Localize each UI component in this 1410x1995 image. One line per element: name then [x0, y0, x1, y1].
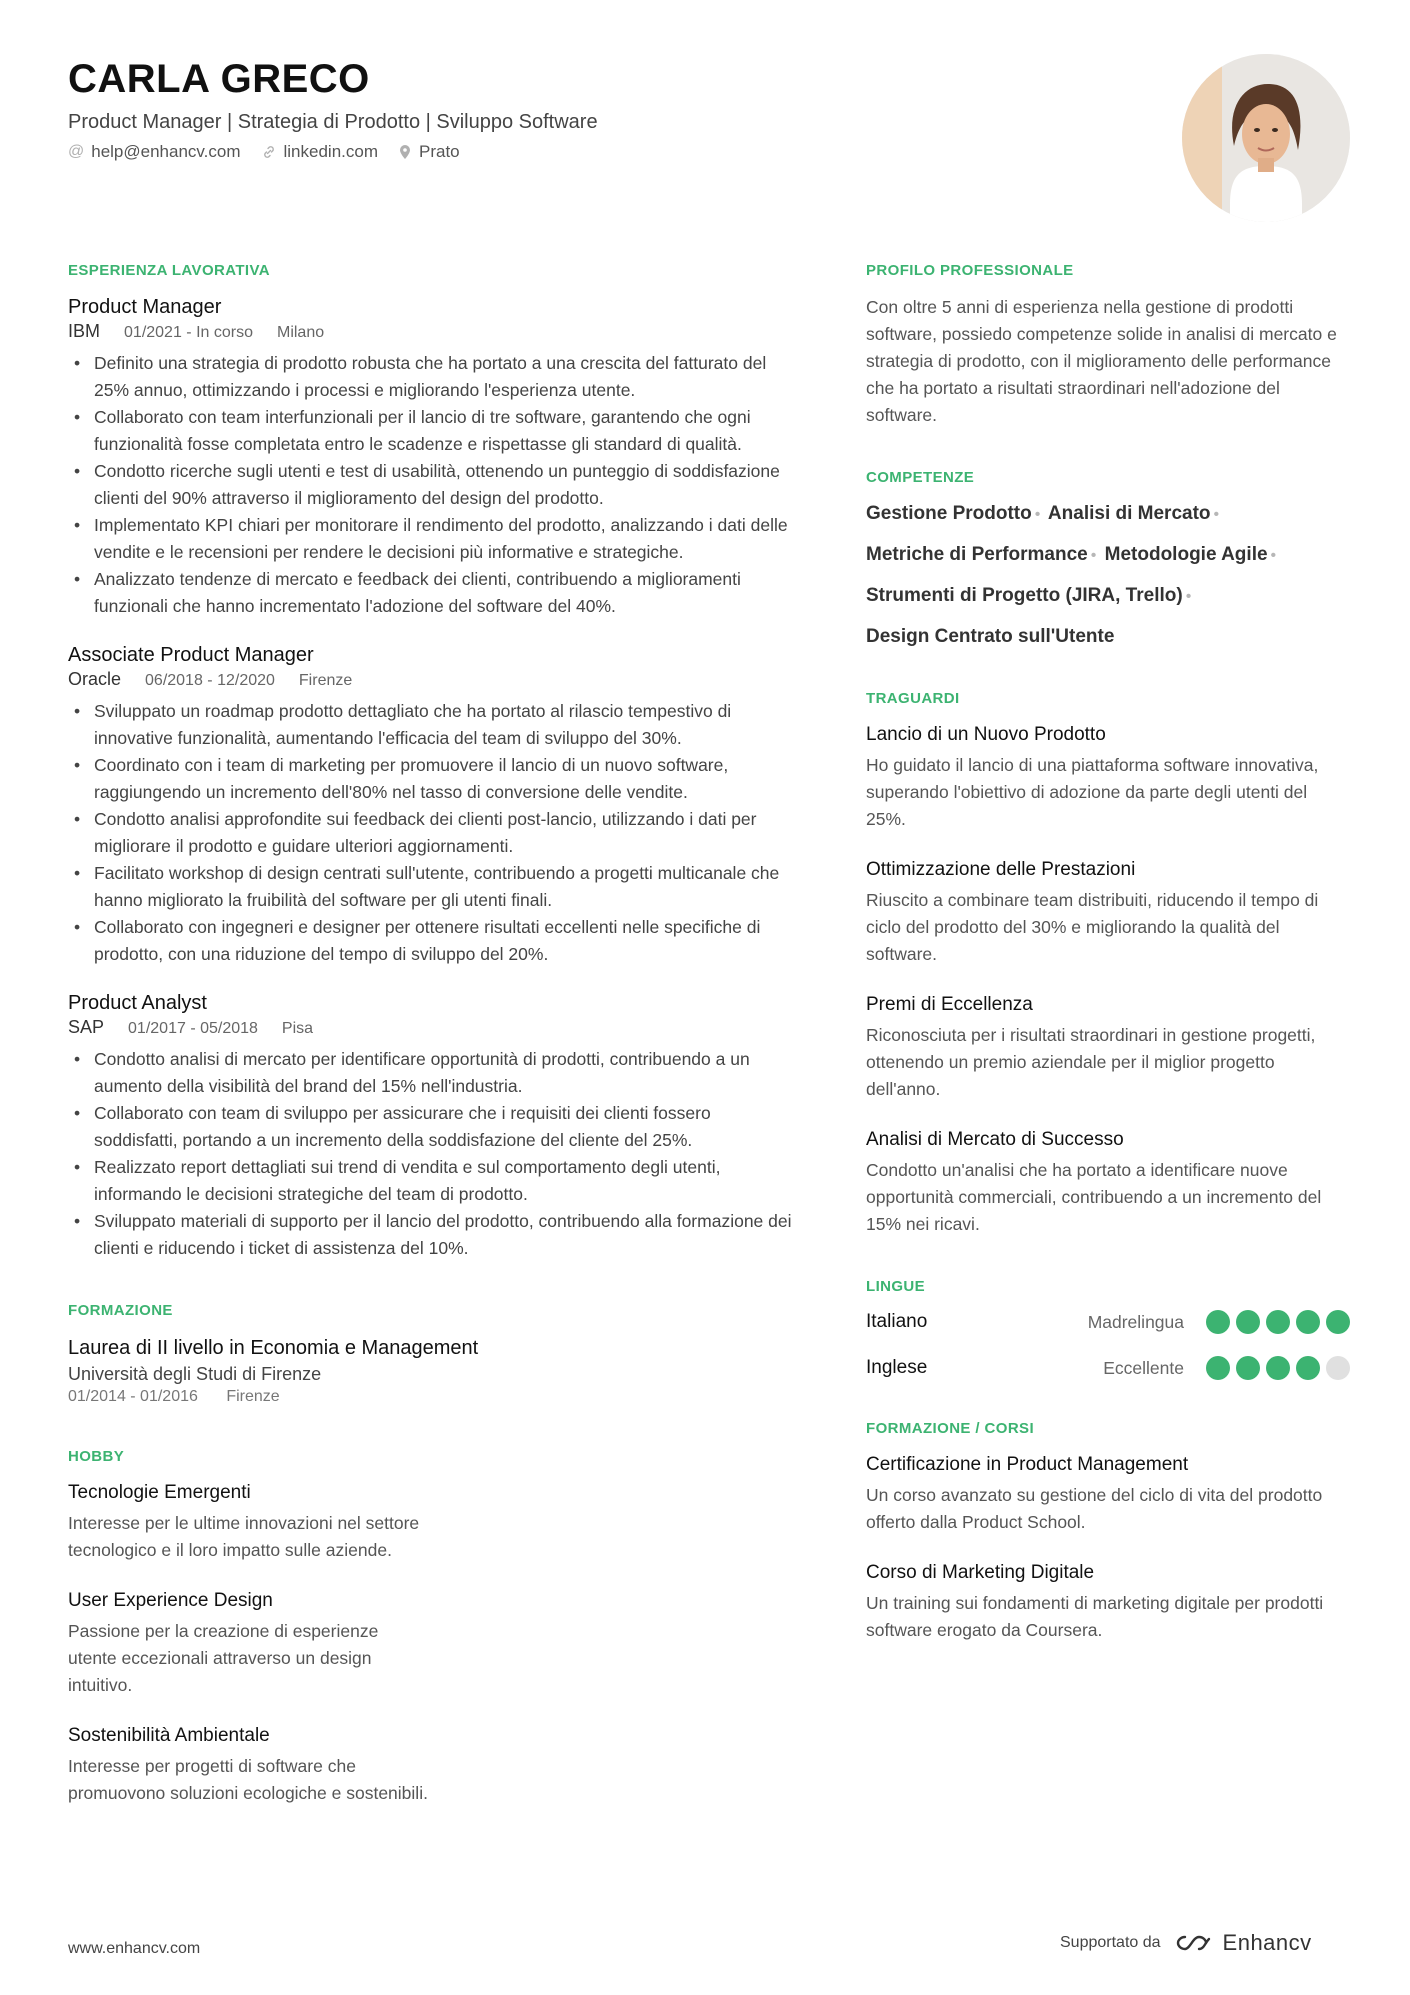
- course-description: Un corso avanzato su gestione del ciclo di vita del prodotto offerto dalla Product School.: [866, 1485, 1323, 1532]
- achievement-title: Ottimizzazione delle Prestazioni: [866, 859, 1136, 880]
- education-section: [68, 1302, 798, 1408]
- profile-section: [866, 262, 1350, 429]
- education-meta: [68, 1386, 798, 1408]
- brand-name: Enhancv: [1222, 1930, 1312, 1955]
- section-title-hobby: HOBBY: [68, 1448, 125, 1465]
- footer-website[interactable]: www.enhancv.com: [68, 1940, 201, 1957]
- section-title-experience: ESPERIENZA LAVORATIVA: [68, 262, 271, 279]
- profile-photo: [1182, 54, 1350, 222]
- bullet-item: • Condotto analisi di mercato per identificare opportunità di prodotti, contribuendo a un aumento della visibilità del brand del 15% nell'industria.: [68, 1046, 798, 1100]
- rating-dot-filled: [1266, 1310, 1290, 1334]
- job-entry: [68, 642, 798, 968]
- education-school: Università degli Studi di Firenze: [68, 1364, 322, 1384]
- at-icon: @: [68, 143, 85, 160]
- section-title-languages: LINGUE: [866, 1278, 926, 1295]
- job-entry: [68, 990, 798, 1262]
- bullet-item: • Condotto analisi approfondite sui feedback dei clienti post-lancio, utilizzando i dati per migliorare il prodotto e guidare ulteriori aggiornamenti.: [68, 806, 798, 860]
- hobby-section: [68, 1448, 798, 1831]
- company-name: IBM: [68, 321, 101, 341]
- skill-row: [866, 542, 1350, 569]
- achievement-title: Premi di Eccellenza: [866, 994, 1033, 1015]
- hobby-description: Interesse per progetti di software che promuovono soluzioni ecologiche e sostenibili.: [68, 1756, 428, 1803]
- achievement-description: Riuscito a combinare team distribuiti, riducendo il tempo di ciclo del prodotto del 30% e migliorando la qualità del software.: [866, 890, 1319, 964]
- infinity-logo-icon: [1173, 1931, 1217, 1955]
- bullet-item: • Coordinato con i team di marketing per promuovere il lancio di un nuovo software, raggiungendo un incremento dell'80% nel tasso di conversione delle vendite.: [68, 752, 798, 806]
- language-level: Madrelingua: [1087, 1311, 1184, 1332]
- skill-row: [866, 583, 1350, 610]
- language-proficiency: [1103, 1356, 1350, 1380]
- enhancv-logo[interactable]: [1173, 1930, 1312, 1956]
- achievement-description: Riconosciuta per i risultati straordinari in gestione progetti, ottenendo un premio aziendale per il miglior progetto dell'anno.: [866, 1025, 1316, 1099]
- location-text: Prato: [419, 142, 460, 161]
- location-pin-icon: [398, 144, 412, 160]
- language-row: [866, 1310, 1350, 1334]
- course-title: Certificazione in Product Management: [866, 1454, 1189, 1475]
- rating-dot-filled: [1206, 1356, 1230, 1380]
- hobby-item: [68, 1588, 428, 1699]
- job-meta: [68, 320, 798, 344]
- course-title: Corso di Marketing Digitale: [866, 1562, 1095, 1583]
- rating-dot-filled: [1266, 1356, 1290, 1380]
- job-bullets: [68, 698, 798, 968]
- skill-tag: Strumenti di Progetto (JIRA, Trello): [866, 585, 1183, 606]
- skill-tag: Gestione Prodotto: [866, 503, 1032, 524]
- bullet-item: • Sviluppato un roadmap prodotto dettagliato che ha portato al rilascio tempestivo di innovative funzionalità, aumentando l'efficacia del team di sviluppo del 30%.: [68, 698, 798, 752]
- language-row: [866, 1356, 1350, 1380]
- achievement-title: Analisi di Mercato di Successo: [866, 1129, 1124, 1150]
- job-title: Associate Product Manager: [68, 644, 314, 666]
- headline: Product Manager | Strategia di Prodotto | Sviluppo Software: [68, 111, 598, 133]
- contact-email[interactable]: [68, 142, 241, 162]
- job-title: Product Manager: [68, 296, 222, 318]
- contact-row: [68, 142, 1168, 162]
- skill-tag: Metodologie Agile: [1104, 544, 1268, 565]
- bullet-item: • Facilitato workshop di design centrati sull'utente, contribuendo a progetti multicanale che hanno migliorato la fruibilità del software per gli utenti finali.: [68, 860, 798, 914]
- job-location: Firenze: [298, 672, 353, 689]
- skill-tag: Design Centrato sull'Utente: [866, 626, 1115, 647]
- rating-dot-filled: [1296, 1356, 1320, 1380]
- bullet-item: • Condotto ricerche sugli utenti e test di usabilità, ottenendo un punteggio di soddisfazione clienti del 90% attraverso il miglioramento del design del prodotto.: [68, 458, 798, 512]
- rating-dot-empty: [1326, 1356, 1350, 1380]
- email-text: help@enhancv.com: [91, 142, 241, 161]
- education-dates: 01/2014 - 01/2016: [68, 1388, 198, 1405]
- job-bullets: [68, 1046, 798, 1262]
- achievement-item: [866, 992, 1350, 1103]
- bullet-item: • Definito una strategia di prodotto robusta che ha portato a una crescita del fatturato del 25% annuo, ottimizzando i processi e migliorando l'esperienza utente.: [68, 350, 798, 404]
- bullet-item: • Sviluppato materiali di supporto per il lancio del prodotto, contribuendo alla formazione dei clienti e riducendo i ticket di assistenza del 10%.: [68, 1208, 798, 1262]
- rating-dots: [1200, 1356, 1350, 1380]
- rating-dot-filled: [1236, 1356, 1260, 1380]
- job-location: Milano: [276, 324, 325, 341]
- hobby-title: User Experience Design: [68, 1590, 273, 1611]
- language-name: Italiano: [866, 1311, 928, 1332]
- job-bullets: [68, 350, 798, 620]
- job-dates: 01/2017 - 05/2018: [128, 1020, 258, 1037]
- skills-list: [866, 501, 1350, 650]
- course-item: [866, 1560, 1350, 1644]
- linkedin-text: linkedin.com: [283, 142, 378, 161]
- courses-section: [866, 1420, 1350, 1644]
- achievement-item: [866, 857, 1350, 968]
- bullet-item: • Realizzato report dettagliati sui trend di vendita e sul comportamento degli utenti, informando le decisioni strategiche del team di prodotto.: [68, 1154, 798, 1208]
- rating-dot-filled: [1296, 1310, 1320, 1334]
- left-column: [68, 262, 798, 1871]
- course-item: [866, 1452, 1350, 1536]
- contact-linkedin[interactable]: [261, 142, 379, 162]
- section-title-profile: PROFILO PROFESSIONALE: [866, 262, 1074, 279]
- job-dates: 01/2021 - In corso: [124, 324, 253, 341]
- achievement-description: Condotto un'analisi che ha portato a identificare nuove opportunità commerciali, contribuendo a un incremento del 15% nei ricavi.: [866, 1160, 1322, 1234]
- achievement-item: [866, 1127, 1350, 1238]
- bullet-item: • Collaborato con ingegneri e designer per ottenere risultati eccellenti nelle specifiche di prodotto, con una riduzione del tempo di sviluppo del 20%.: [68, 914, 798, 968]
- education-degree: Laurea di II livello in Economia e Management: [68, 1337, 479, 1359]
- separator-dot: •: [1185, 588, 1192, 605]
- hobby-description: Passione per la creazione di esperienze utente eccezionali attraverso un design intuitivo.: [68, 1621, 379, 1695]
- language-name: Inglese: [866, 1357, 928, 1378]
- bullet-item: • Analizzato tendenze di mercato e feedback dei clienti, contribuendo a miglioramenti funzionali che hanno incrementato l'adozione del software del 40%.: [68, 566, 798, 620]
- skill-tag: Analisi di Mercato: [1047, 503, 1211, 524]
- skill-tag: Metriche di Performance: [866, 544, 1088, 565]
- skill-row: [866, 624, 1350, 650]
- separator-dot: •: [1090, 547, 1097, 564]
- section-title-skills: COMPETENZE: [866, 469, 975, 486]
- hobby-title: Sostenibilità Ambientale: [68, 1725, 270, 1746]
- bullet-item: • Collaborato con team di sviluppo per assicurare che i requisiti dei clienti fossero soddisfatti, portando a un incremento della soddisfazione del cliente del 25%.: [68, 1100, 798, 1154]
- section-title-achievements: TRAGUARDI: [866, 690, 960, 707]
- hobby-item: [68, 1723, 428, 1807]
- achievement-title: Lancio di un Nuovo Prodotto: [866, 724, 1106, 745]
- rating-dot-filled: [1236, 1310, 1260, 1334]
- bullet-item: • Implementato KPI chiari per monitorare il rendimento del prodotto, analizzando i dati delle vendite e le recensioni per rendere le decisioni più informative e strategiche.: [68, 512, 798, 566]
- contact-location: [398, 142, 460, 162]
- hobby-item: [68, 1480, 428, 1564]
- profile-summary: Con oltre 5 anni di esperienza nella gestione di prodotti software, possiedo competenze solide in analisi di mercato e strategia di prodotto, con il miglioramento delle performance che ha portato a risultati straordinari nell'adozione del software.: [866, 297, 1337, 425]
- rating-dots: [1200, 1310, 1350, 1334]
- candidate-name: CARLA GRECO: [68, 57, 370, 101]
- bullet-item: • Collaborato con team interfunzionali per il lancio di tre software, garantendo che ogni funzionalità fosse completata entro le scadenze e rispettasse gli standard di qualità.: [68, 404, 798, 458]
- hobby-title: Tecnologie Emergenti: [68, 1482, 251, 1503]
- job-meta: [68, 1016, 798, 1040]
- company-name: Oracle: [68, 669, 122, 689]
- rating-dot-filled: [1326, 1310, 1350, 1334]
- skill-row: [866, 501, 1350, 528]
- job-entry: [68, 294, 798, 620]
- experience-section: [68, 262, 798, 1262]
- section-title-education: FORMAZIONE: [68, 1302, 173, 1319]
- achievements-section: [866, 690, 1350, 1238]
- skills-section: [866, 469, 1350, 650]
- language-level: Eccellente: [1103, 1357, 1184, 1378]
- powered-by-text: Supportato da: [1060, 1934, 1161, 1951]
- languages-section: [866, 1278, 1350, 1380]
- education-location: Firenze: [226, 1388, 280, 1405]
- rating-dot-filled: [1206, 1310, 1230, 1334]
- achievement-item: [866, 722, 1350, 833]
- section-title-courses: FORMAZIONE / CORSI: [866, 1420, 1035, 1437]
- footer-branding: [1060, 1930, 1312, 1956]
- hobby-description: Interesse per le ultime innovazioni nel settore tecnologico e il loro impatto sulle aziende.: [68, 1513, 420, 1560]
- job-title: Product Analyst: [68, 992, 207, 1014]
- company-name: SAP: [68, 1017, 105, 1037]
- link-icon: [261, 144, 277, 160]
- achievement-description: Ho guidato il lancio di una piattaforma software innovativa, superando l'obiettivo di adozione da parte degli utenti del 25%.: [866, 755, 1319, 829]
- job-meta: [68, 668, 798, 692]
- job-location: Pisa: [281, 1020, 314, 1037]
- course-description: Un training sui fondamenti di marketing digitale per prodotti software erogato da Coursera.: [866, 1593, 1324, 1640]
- language-proficiency: [1088, 1310, 1350, 1334]
- separator-dot: •: [1034, 506, 1041, 523]
- job-dates: 06/2018 - 12/2020: [145, 672, 275, 689]
- separator-dot: •: [1270, 547, 1277, 564]
- separator-dot: •: [1213, 506, 1220, 523]
- header: [68, 56, 1168, 162]
- hobby-grid: [68, 1480, 798, 1831]
- right-column: [866, 262, 1350, 1684]
